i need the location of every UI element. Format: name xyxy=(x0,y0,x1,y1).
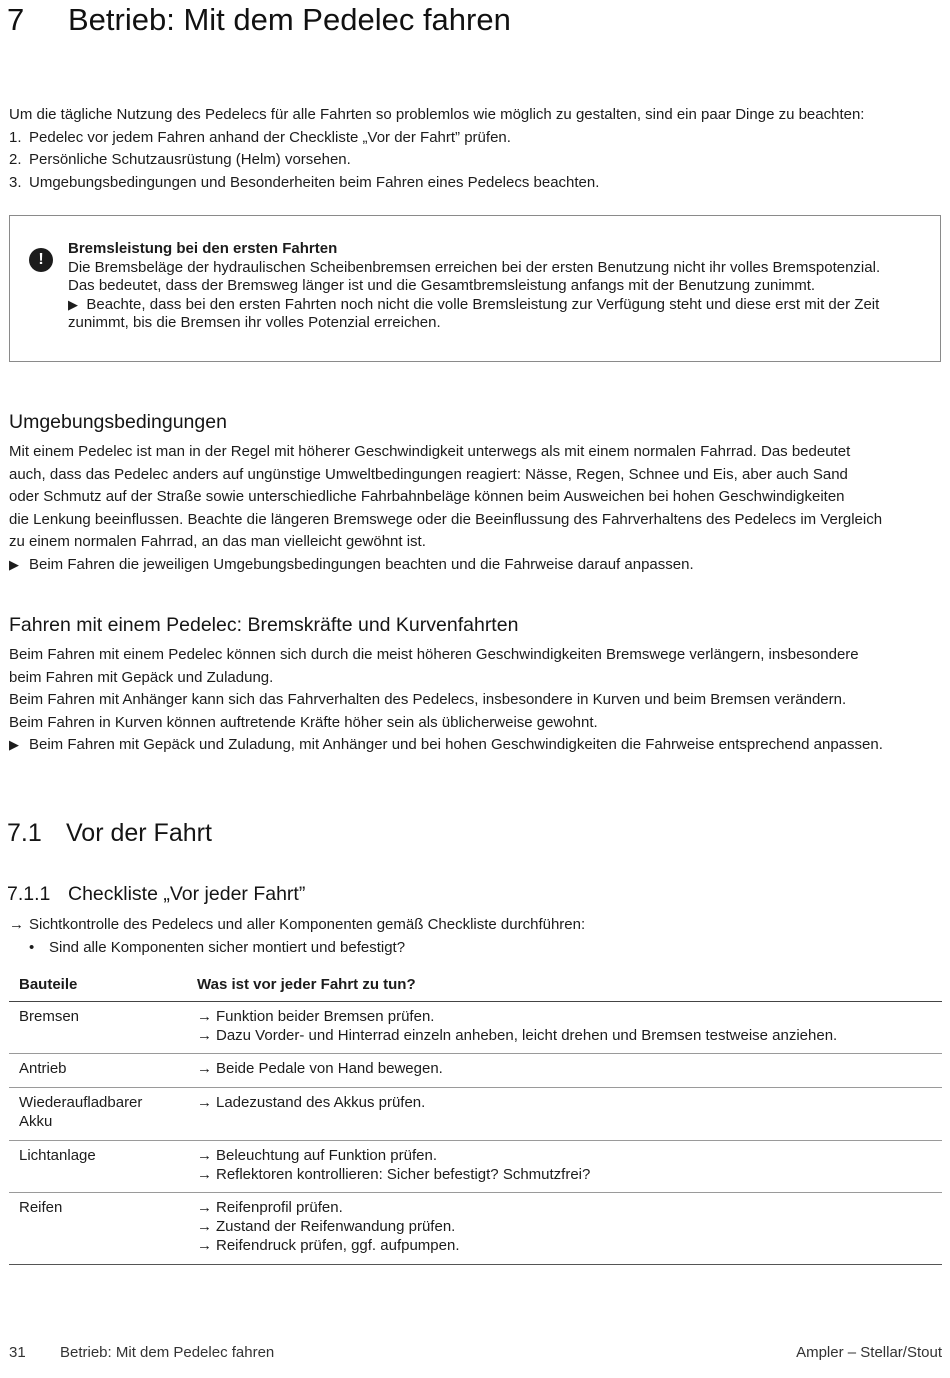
arrow-right-icon: → xyxy=(197,1199,212,1217)
table-cell-todo: → Reifenprofil prüfen. → Zustand der Reifenwandung prüfen. → Reifendruck prüfen, ggf. aufpumpen. xyxy=(187,1193,942,1264)
arrow-right-icon: → xyxy=(197,1218,212,1236)
environment-line: die Lenkung beeinflussen. Beachte die längeren Bremswege oder die Beeinflussung des Fahrverhaltens des Pedelecs im Vergleich xyxy=(9,510,883,528)
table-row xyxy=(9,1001,942,1054)
warning-text xyxy=(68,240,938,333)
bullet-icon: • xyxy=(29,938,35,956)
table-cell-part: Bremsen xyxy=(9,1001,187,1054)
play-icon: ▶ xyxy=(68,296,78,312)
intro-text: Um die tägliche Nutzung des Pedelecs für alle Fahrten so problemlos wie möglich zu gestalten, sind ein paar Dinge zu beachten: xyxy=(9,106,865,123)
table-cell-todo: → Beide Pedale von Hand bewegen. xyxy=(187,1054,942,1088)
riding-line: Beim Fahren mit einem Pedelec können sich durch die meist höheren Geschwindigkeiten Bremswege verlängern, insbesondere xyxy=(9,646,859,663)
section-heading xyxy=(7,817,212,849)
table-cell-todo: → Beleuchtung auf Funktion prüfen. → Reflektoren kontrollieren: Sicher befestigt? Schmutzfrei? xyxy=(187,1140,942,1193)
table-row xyxy=(9,1088,942,1141)
table-row xyxy=(9,1140,942,1193)
arrow-right-icon: → xyxy=(197,1026,212,1044)
table-row xyxy=(9,1054,942,1088)
arrow-right-icon: → xyxy=(9,916,24,933)
intro-step: 1. Pedelec vor jedem Fahren anhand der Checkliste „Vor der Fahrt” prüfen. xyxy=(9,128,511,146)
footer-chapter: Betrieb: Mit dem Pedelec fahren xyxy=(60,1344,275,1361)
warning-line: Die Bremsbeläge der hydraulischen Scheibenbremsen erreichen bei der ersten Benutzung nicht ihr volles Bremspotenzial. xyxy=(68,258,881,276)
play-icon: ▶ xyxy=(9,737,19,753)
riding-line: beim Fahren mit Gepäck und Zuladung. xyxy=(9,668,274,686)
table-row xyxy=(9,1193,942,1264)
warning-line: Das bedeutet, dass der Bremsweg länger ist und die Gesamtbremsleistung anfangs mit der Benutzung zunimmt. xyxy=(68,277,816,295)
chapter-title: Betrieb: Mit dem Pedelec fahren xyxy=(68,2,511,37)
environment-title: Umgebungsbedingungen xyxy=(9,411,227,433)
table-header-row xyxy=(9,972,942,1001)
arrow-right-icon: → xyxy=(197,1165,212,1183)
warning-title: Bremsleistung bei den ersten Fahrten xyxy=(68,240,338,257)
checklist-instruction: → Sichtkontrolle des Pedelecs und aller Komponenten gemäß Checkliste durchführen: xyxy=(9,914,944,937)
arrow-right-icon: → xyxy=(197,1060,212,1078)
riding-line: Beim Fahren mit Anhänger kann sich das Fahrverhalten des Pedelecs, insbesondere in Kurven und beim Bremsen verändern. xyxy=(9,691,847,709)
checklist-table xyxy=(9,972,942,1265)
table-header-part: Bauteile xyxy=(9,972,187,1001)
table-cell-part: Antrieb xyxy=(9,1054,187,1088)
table-cell-todo: → Funktion beider Bremsen prüfen. → Dazu Vorder- und Hinterrad einzeln anheben, leicht drehen und Bremsen testweise anziehen. xyxy=(187,1001,942,1054)
table-cell-todo: → Ladezustand des Akkus prüfen. xyxy=(187,1088,942,1141)
section-title: Vor der Fahrt xyxy=(66,819,212,847)
table-cell-part: Reifen xyxy=(9,1193,187,1264)
footer-page-number: 31 xyxy=(9,1344,26,1361)
checklist-sub-bullet: • Sind alle Komponenten sicher montiert und befestigt? xyxy=(9,937,944,960)
table-cell-part: Lichtanlage xyxy=(9,1140,187,1193)
intro-step: 2. Persönliche Schutzausrüstung (Helm) vorsehen. xyxy=(9,151,351,169)
environment-line: zu einem normalen Fahrrad, an das man vielleicht gewöhnt ist. xyxy=(9,533,426,551)
subsection-heading xyxy=(7,881,305,907)
arrow-right-icon: → xyxy=(197,1094,212,1112)
table-header-todo: Was ist vor jeder Fahrt zu tun? xyxy=(187,972,942,1001)
subsection-number: 7.1.1 xyxy=(7,883,51,905)
riding-title: Fahren mit einem Pedelec: Bremskräfte und Kurvenfahrten xyxy=(9,614,519,636)
section-number: 7.1 xyxy=(7,819,42,847)
arrow-right-icon: → xyxy=(197,1236,212,1254)
environment-action: ▶ Beim Fahren die jeweiligen Umgebungsbedingungen beachten und die Fahrweise darauf anpassen. xyxy=(9,554,944,577)
chapter-number: 7 xyxy=(7,2,25,37)
intro-step: 3. Umgebungsbedingungen und Besonderheiten beim Fahren eines Pedelecs beachten. xyxy=(9,173,600,191)
riding-action: ▶ Beim Fahren mit Gepäck und Zuladung, mit Anhänger und bei hohen Geschwindigkeiten die Fahrweise entsprechend anpassen. xyxy=(9,734,944,757)
riding-line: Beim Fahren in Kurven können auftretende Kräfte höher sein als üblicherweise gewohnt. xyxy=(9,713,598,731)
table-cell-part: Wiederaufladbarer Akku xyxy=(9,1088,187,1141)
subsection-title: Checkliste „Vor jeder Fahrt” xyxy=(68,883,306,905)
warning-action: ▶ Beachte, dass bei den ersten Fahrten noch nicht die volle Bremsleistung zur Verfügung steht und diese erst mit der Zeit zunimmt, bis die Bremsen ihr volles Potenzial erreichen. xyxy=(68,295,880,332)
exclamation-icon: ! xyxy=(29,248,53,272)
environment-line: auch, dass das Pedelec anders auf ungünstige Umweltbedingungen reagiert: Nässe, Regen, Schnee und Eis, aber auch Sand xyxy=(9,465,848,483)
footer-product: Ampler – Stellar/Stout xyxy=(796,1344,942,1361)
environment-line: Mit einem Pedelec ist man in der Regel mit höherer Geschwindigkeit unterwegs als mit einem normalen Fahrrad. Das bedeutet xyxy=(9,443,851,460)
arrow-right-icon: → xyxy=(197,1146,212,1164)
warning-box xyxy=(9,215,941,362)
environment-body xyxy=(9,441,944,577)
riding-body xyxy=(9,644,944,757)
intro-block xyxy=(9,104,944,194)
arrow-right-icon: → xyxy=(197,1007,212,1025)
play-icon: ▶ xyxy=(9,556,19,572)
chapter-heading xyxy=(7,0,511,40)
checklist-intro xyxy=(9,914,944,959)
environment-line: oder Schmutz auf der Straße sowie unterschiedliche Fahrbahnbeläge können beim Ausweichen bei hohen Geschwindigkeiten xyxy=(9,488,845,506)
